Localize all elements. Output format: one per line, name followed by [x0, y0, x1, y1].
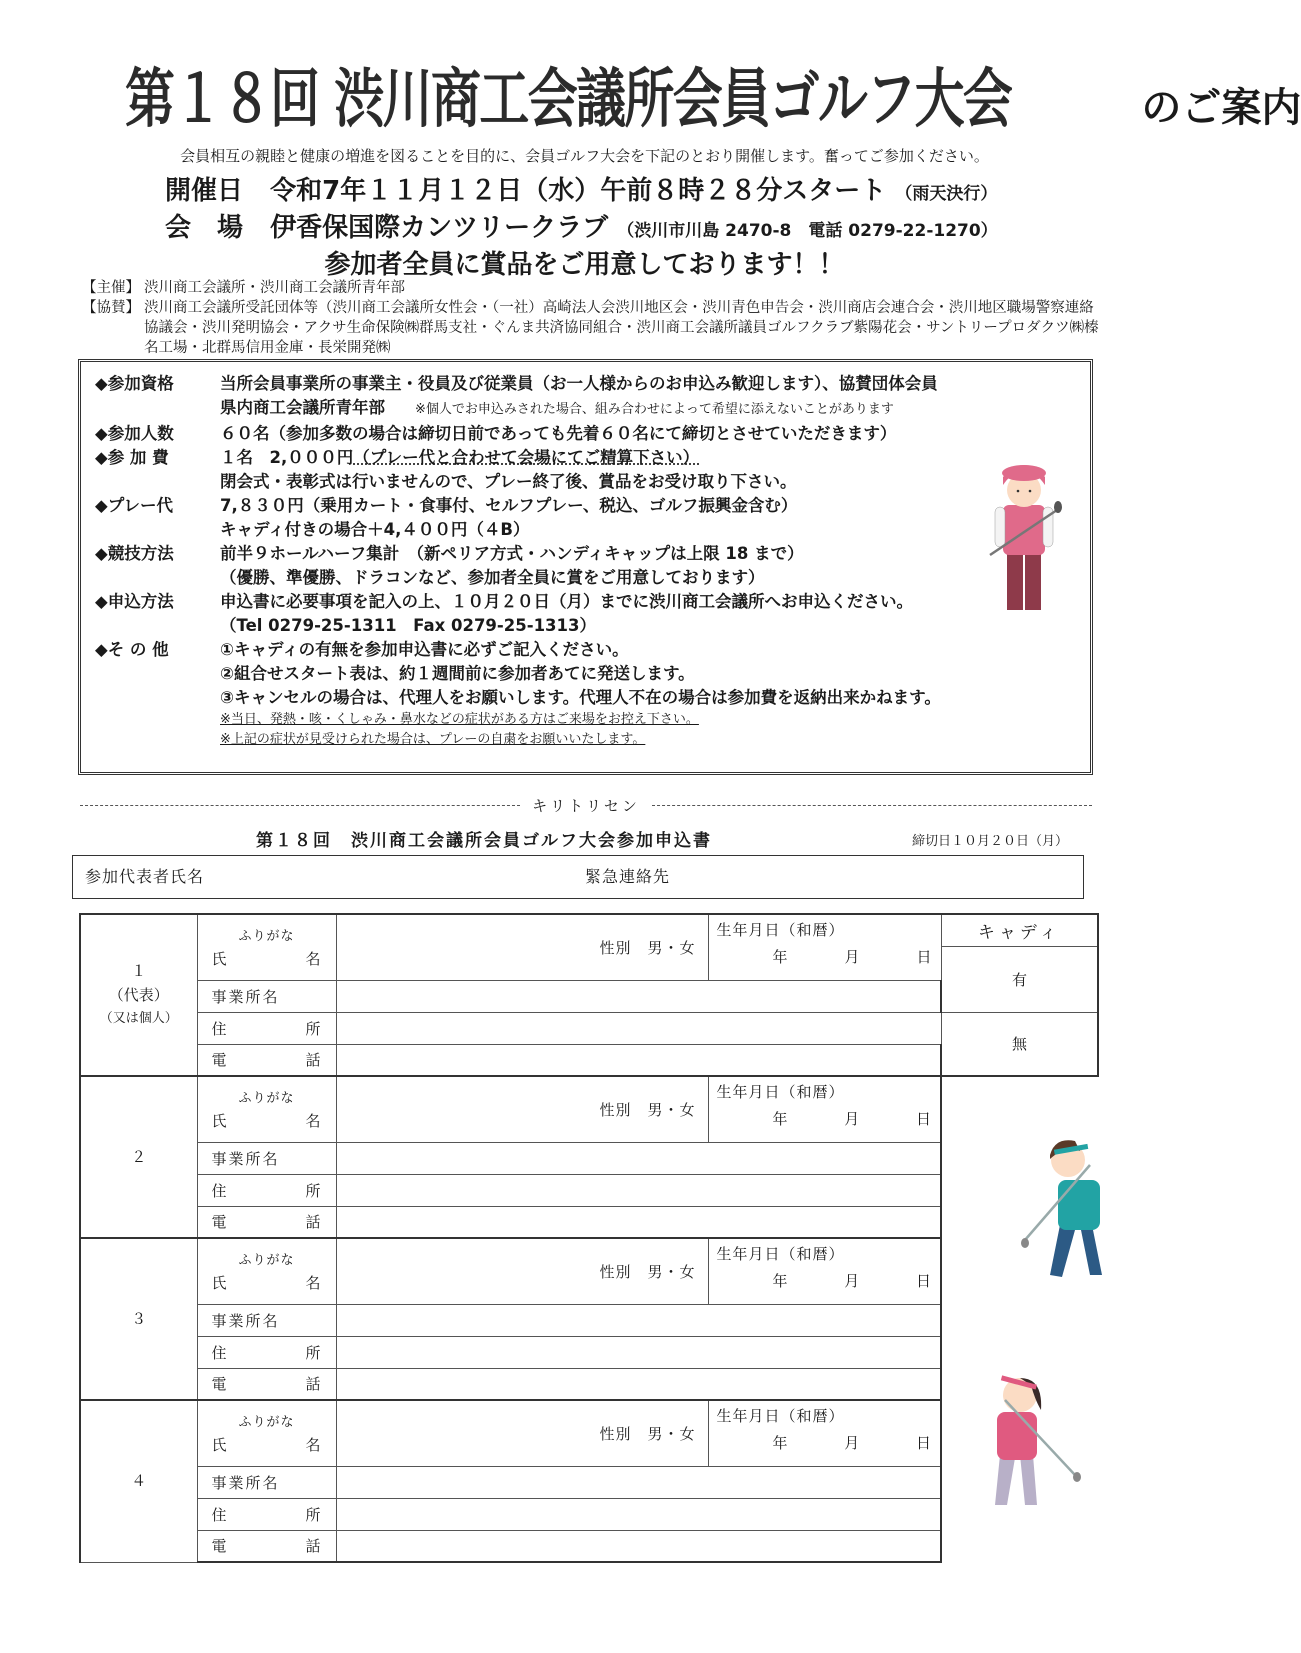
eligibility-value: 当所会員事業所の事業主・役員及び従業員（お一人様からのお申込み歓迎します）、協賛団体会員	[220, 374, 938, 393]
play-key: ◆プレー代	[95, 496, 174, 515]
title-sub: のご案内	[1141, 85, 1301, 131]
spacer	[95, 396, 220, 422]
birth-label: 生年月日（和暦）	[716, 1407, 845, 1425]
phone-label-1: 電	[211, 1051, 228, 1070]
phone-label-2: 話	[305, 1537, 322, 1556]
birthdate-cell[interactable]	[708, 1076, 941, 1142]
entry-sub2: （又は個人）	[99, 1011, 178, 1026]
entry-number-cell	[80, 1400, 197, 1562]
play-value2: キャディ付きの場合＋4,４００円（４B）	[220, 520, 530, 539]
eligibility-cont	[220, 396, 1076, 422]
entry-number-cell	[80, 1076, 197, 1238]
empty-cell	[941, 1336, 1098, 1368]
name-label-cell	[197, 914, 336, 980]
entry-row	[80, 1142, 1098, 1174]
representative-box[interactable]	[72, 855, 1084, 899]
count-value: ６０名（参加多数の場合は締切日前であっても先着６０名にて締切とさせていただきます）	[220, 424, 897, 443]
name-input-cell[interactable]	[336, 914, 708, 980]
cut-label: キリトリセン	[532, 797, 640, 815]
rep-name-label: 参加代表者氏名	[85, 867, 205, 886]
other-row-5	[95, 730, 1076, 750]
furigana-label: ふりがな	[238, 929, 295, 945]
business-label-cell	[197, 1142, 336, 1174]
other-row-3	[95, 686, 1076, 710]
name-label-cell	[197, 1400, 336, 1466]
support-key: 【協賛】	[82, 300, 140, 316]
phone-label-1: 電	[211, 1375, 228, 1394]
address-input[interactable]	[336, 1336, 941, 1368]
name-label	[212, 1434, 322, 1455]
cut-dash-right	[652, 805, 1092, 806]
entry-row	[80, 1498, 1098, 1530]
fee-value: １名 2,０００円	[220, 448, 354, 467]
month-label: 月	[844, 1272, 861, 1290]
address-label-2: 所	[305, 1181, 322, 1200]
birth-ymd	[717, 1432, 933, 1453]
entry-row	[80, 1012, 1098, 1044]
caddy-no[interactable]: 無	[941, 1012, 1098, 1076]
birth-label: 生年月日（和暦）	[716, 921, 845, 939]
spacer	[95, 470, 220, 494]
method-value2: （優勝、準優勝、ドラコンなど、参加者全員に賞をご用意しております）	[220, 568, 765, 587]
eligibility-note: ※個人でお申込みされた場合、組み合わせによって希望に添えないことがあります	[415, 402, 894, 417]
host-key: 【主催】	[82, 280, 140, 296]
eligibility-key: ◆参加資格	[95, 374, 174, 393]
other-row	[95, 638, 1076, 662]
method-value: 前半９ホールハーフ集計 （新ペリア方式・ハンディキャップは上限 18 まで）	[220, 544, 804, 563]
page-title	[0, 48, 1301, 140]
address-label-1: 住	[211, 1181, 228, 1200]
empty-cell	[941, 1206, 1098, 1238]
method-row	[95, 542, 1076, 566]
empty-cell	[941, 1466, 1098, 1498]
month-label: 月	[844, 1110, 861, 1128]
spacer	[95, 710, 220, 730]
sponsors	[82, 278, 1102, 358]
name-input-cell[interactable]	[336, 1076, 708, 1142]
day-label: 日	[915, 1110, 932, 1128]
emergency-contact-label: 緊急連絡先	[585, 867, 671, 886]
apply-row	[95, 590, 1076, 614]
address-label-2: 所	[305, 1343, 322, 1362]
empty-cell	[941, 1368, 1098, 1400]
name-label-1: 氏	[211, 1436, 228, 1455]
entry-row	[80, 914, 1098, 946]
entry-row	[80, 1336, 1098, 1368]
other-4: ※当日、発熱・咳・くしゃみ・鼻水などの症状がある方はご来場をお控え下さい。	[220, 712, 699, 727]
apply-value2: （Tel 0279-25-1311 Fax 0279-25-1313）	[220, 616, 596, 635]
host-row	[82, 278, 1102, 298]
entry-number: ２	[131, 1148, 147, 1166]
play-value: 7,８３０円（乗用カート・食事付、セルフプレー、税込、ゴルフ振興金含む）	[220, 496, 798, 515]
apply-value: 申込書に必要事項を記入の上、１０月２０日（月）までに渋川商工会議所へお申込ください。	[220, 592, 913, 611]
empty-cell	[941, 1142, 1098, 1174]
gender-label: 性別 男・女	[599, 1262, 696, 1281]
date-note: （雨天決行）	[895, 184, 998, 204]
name-input-cell[interactable]	[336, 1400, 708, 1466]
name-label-2: 名	[305, 1112, 322, 1131]
address-label-1: 住	[211, 1505, 228, 1524]
address-label-cell	[197, 1174, 336, 1206]
business-input[interactable]	[336, 1304, 941, 1336]
month-label: 月	[844, 948, 861, 966]
birth-label: 生年月日（和暦）	[716, 1245, 845, 1263]
empty-cell	[941, 1174, 1098, 1206]
phone-label-cell	[197, 1206, 336, 1238]
business-label: 事業所名	[211, 1473, 280, 1492]
support-value: 渋川商工会議所受託団体等（渋川商工会議所女性会・（一社）高崎法人会渋川地区会・渋川青色申告会・渋川商店会連合会・渋川地区職場警察連絡協議会・渋川発明協会・アクサ生命保険㈱群馬支社・ぐんま共済協同組合・渋川商工会議所議員ゴルフクラブ紫陽花会・サントリープロダクツ㈱榛名工場・北群馬信用金庫・長栄開発㈱	[144, 300, 1099, 356]
business-input[interactable]	[336, 1466, 941, 1498]
info-box	[78, 359, 1093, 775]
name-label	[212, 1272, 322, 1293]
address-label-2: 所	[305, 1019, 322, 1038]
birth-ymd	[717, 1108, 933, 1129]
entry-row	[80, 1400, 1098, 1466]
entry-number-cell	[80, 1238, 197, 1400]
address-label-2: 所	[305, 1505, 322, 1524]
furigana-label: ふりがな	[238, 1253, 295, 1269]
count-key: ◆参加人数	[95, 424, 174, 443]
support-row	[82, 298, 1102, 358]
phone-label	[212, 1535, 322, 1556]
other-row-4	[95, 710, 1076, 730]
other-3: ③キャンセルの場合は、代理人をお願いします。代理人不在の場合は参加費を返納出来かねます。	[220, 688, 941, 707]
name-label-cell	[197, 1076, 336, 1142]
address-label	[212, 1342, 322, 1363]
play-row	[95, 494, 1076, 518]
furigana-label: ふりがな	[238, 1091, 295, 1107]
address-label	[212, 1504, 322, 1525]
cut-line	[80, 795, 1092, 816]
other-2: ②組合せスタート表は、約１週間前に参加者あてに発送します。	[220, 664, 695, 683]
eligibility-row	[95, 372, 1076, 396]
gender-label: 性別 男・女	[599, 1424, 696, 1443]
caddy-yes[interactable]: 有	[941, 946, 1098, 1012]
cut-dash-left	[80, 805, 520, 806]
entry-number: ３	[131, 1310, 147, 1328]
entry-row	[80, 1238, 1098, 1304]
intro-text: 会員相互の親睦と健康の増進を図ることを目的に、会員ゴルフ大会を下記のとおり開催します。奮ってご参加ください。	[180, 147, 989, 165]
year-label: 年	[772, 1434, 789, 1452]
count-row	[95, 422, 1076, 446]
address-label	[212, 1018, 322, 1039]
phone-label-cell	[197, 1044, 336, 1076]
business-label: 事業所名	[211, 1149, 280, 1168]
phone-input[interactable]	[336, 1530, 941, 1562]
business-label: 事業所名	[211, 1311, 280, 1330]
address-label-cell	[197, 1012, 336, 1044]
form-deadline: 締切日１０月２０日（月）	[912, 834, 1069, 849]
prize-line: 参加者全員に賞品をご用意しております！！	[324, 250, 845, 280]
phone-label-2: 話	[305, 1213, 322, 1232]
address-input[interactable]	[336, 1498, 941, 1530]
date-value: 令和7年１１月１２日（水）午前８時２８分スタート	[270, 176, 887, 206]
business-label: 事業所名	[211, 987, 280, 1006]
spacer	[95, 614, 220, 638]
venue-label: 会 場	[165, 213, 244, 243]
name-label-2: 名	[305, 950, 322, 969]
name-label-1: 氏	[211, 950, 228, 969]
furigana-label: ふりがな	[238, 1415, 295, 1431]
spacer	[95, 662, 220, 686]
birth-label: 生年月日（和暦）	[716, 1083, 845, 1101]
phone-label	[212, 1373, 322, 1394]
entry-table	[79, 913, 1099, 1563]
day-label: 日	[915, 1434, 932, 1452]
address-input[interactable]	[336, 1012, 941, 1044]
address-label-1: 住	[211, 1343, 228, 1362]
entry-row	[80, 1206, 1098, 1238]
other-5: ※上記の症状が見受けられた場合は、プレーの自粛をお願いいたします。	[220, 732, 646, 747]
fee-cont	[220, 446, 1076, 470]
entry-row	[80, 1174, 1098, 1206]
day-label: 日	[916, 948, 933, 966]
event-date	[165, 170, 997, 207]
other-1: ①キャディの有無を参加申込書に必ずご記入ください。	[220, 640, 629, 659]
phone-input[interactable]	[336, 1368, 941, 1400]
entry-number: ４	[131, 1472, 147, 1491]
phone-label-1: 電	[211, 1537, 228, 1556]
fee-note: （プレー代と合わせて会場にてご精算下さい）	[353, 448, 700, 467]
birthdate-cell[interactable]	[708, 1238, 941, 1304]
fee-row-2	[95, 470, 1076, 494]
name-label-1: 氏	[211, 1112, 228, 1131]
birth-ymd	[717, 1270, 933, 1291]
venue-value: 伊香保国際カンツリークラブ	[270, 213, 609, 243]
phone-input[interactable]	[336, 1206, 941, 1238]
name-input-cell[interactable]	[336, 1238, 708, 1304]
entry-number-cell	[80, 914, 197, 1076]
name-label	[212, 948, 322, 969]
month-label: 月	[844, 1434, 861, 1452]
phone-label-2: 話	[305, 1051, 322, 1070]
spacer	[95, 730, 220, 750]
venue-note: （渋川市川島 2470-8 電話 0279-22-1270）	[617, 221, 998, 241]
empty-cell	[941, 1530, 1098, 1562]
form-title: 第１８回 渋川商工会議所会員ゴルフ大会参加申込書	[256, 831, 712, 851]
empty-cell	[941, 1400, 1098, 1466]
birth-ymd	[717, 946, 933, 967]
phone-label-cell	[197, 1530, 336, 1562]
name-label-1: 氏	[211, 1274, 228, 1293]
empty-cell	[941, 1498, 1098, 1530]
other-row-2	[95, 662, 1076, 686]
address-label	[212, 1180, 322, 1201]
fee-value2: 閉会式・表彰式は行いませんので、プレー終了後、賞品をお受け取り下さい。	[220, 472, 797, 491]
address-label-1: 住	[211, 1019, 228, 1038]
method-key: ◆競技方法	[95, 544, 174, 563]
event-venue	[165, 207, 998, 244]
caddy-header: キャディ	[941, 914, 1098, 946]
entry-row	[80, 1466, 1098, 1498]
phone-label-cell	[197, 1368, 336, 1400]
empty-cell	[941, 1304, 1098, 1336]
spacer	[95, 518, 220, 542]
apply-row-2	[95, 614, 1076, 638]
other-key: ◆そ の 他	[95, 640, 169, 659]
fee-key: ◆参 加 費	[95, 448, 169, 467]
phone-label	[212, 1211, 322, 1232]
play-row-2	[95, 518, 1076, 542]
phone-label-2: 話	[305, 1375, 322, 1394]
phone-label	[212, 1049, 322, 1070]
name-label-2: 名	[305, 1436, 322, 1455]
business-input[interactable]	[336, 1142, 941, 1174]
name-label	[212, 1110, 322, 1131]
gender-label: 性別 男・女	[599, 938, 696, 957]
woman-golfer-illustration	[985, 455, 1065, 615]
title-main: 第１８回 渋川商工会議所会員ゴルフ大会	[124, 63, 1012, 137]
year-label: 年	[772, 948, 789, 966]
entry-number: １	[131, 962, 147, 980]
date-label: 開催日	[165, 176, 244, 206]
fee-row	[95, 446, 1076, 470]
year-label: 年	[772, 1110, 789, 1128]
eligibility-value2: 県内商工会議所青年部	[220, 398, 385, 417]
empty-cell	[941, 1238, 1098, 1304]
entry-row	[80, 1076, 1098, 1142]
eligibility-row-2	[95, 396, 1076, 422]
host-value: 渋川商工会議所・渋川商工会議所青年部	[144, 280, 405, 296]
day-label: 日	[915, 1272, 932, 1290]
method-row-2	[95, 566, 1076, 590]
entry-row	[80, 1368, 1098, 1400]
empty-cell	[941, 1076, 1098, 1142]
business-label-cell	[197, 1304, 336, 1336]
spacer	[95, 686, 220, 710]
address-label-cell	[197, 1498, 336, 1530]
name-label-2: 名	[305, 1274, 322, 1293]
birthdate-cell[interactable]	[708, 1400, 941, 1466]
address-input[interactable]	[336, 1174, 941, 1206]
entry-row	[80, 1304, 1098, 1336]
phone-input[interactable]	[336, 1044, 941, 1076]
business-label-cell	[197, 980, 336, 1012]
spacer	[95, 566, 220, 590]
entry-sub1: （代表）	[108, 986, 169, 1004]
business-label-cell	[197, 1466, 336, 1498]
entry-row	[80, 1530, 1098, 1562]
gender-label: 性別 男・女	[599, 1100, 696, 1119]
birthdate-cell[interactable]	[708, 914, 941, 980]
address-label-cell	[197, 1336, 336, 1368]
year-label: 年	[772, 1272, 789, 1290]
business-input[interactable]	[336, 980, 941, 1012]
phone-label-1: 電	[211, 1213, 228, 1232]
name-label-cell	[197, 1238, 336, 1304]
apply-key: ◆申込方法	[95, 592, 174, 611]
